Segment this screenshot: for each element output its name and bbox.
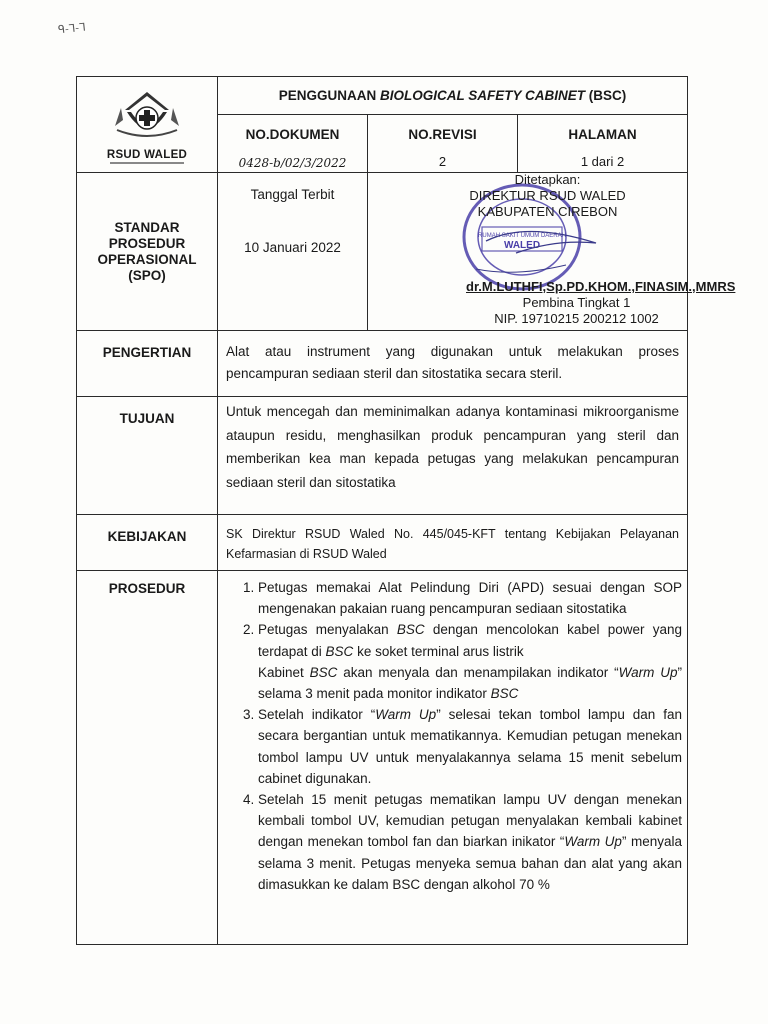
- revision-cell: [368, 115, 518, 173]
- document-number-value: 0428-b/02/3/2022: [238, 156, 347, 170]
- document-number-cell: [218, 115, 368, 173]
- spo-label: STANDAR PROSEDUR OPERASIONAL (SPO): [77, 173, 218, 331]
- tujuan-text: Untuk mencegah dan meminimalkan adanya kontaminasi mikroorganisme ataupun residu, menghasilkan produk pencampuran yang steril dan memberikan kea man kepada petugas yang melakukan pencampuran sediaan steril dan sitostatika: [218, 397, 688, 515]
- director-title: DIREKTUR RSUD WALED: [469, 188, 626, 203]
- prosedur-label: PROSEDUR: [77, 571, 218, 945]
- svg-text:WALED: WALED: [503, 240, 541, 251]
- page-label: HALAMAN: [568, 127, 637, 142]
- page-cell: [518, 115, 688, 173]
- signer-rank: Pembina Tingkat 1: [522, 295, 631, 310]
- signer-name: dr.M.LUTHFI,Sp.PD.KHOM.,FINASIM.,MMRS: [466, 279, 736, 294]
- step-item: 1. Petugas memakai Alat Pelindung Diri (APD) sesuai dengan SOP mengenakan pakaian ruang pencampuran sediaan sitostatika: [258, 577, 684, 619]
- kebijakan-text: SK Direktur RSUD Waled No. 445/045-KFT tentang Kebijakan Pelayanan Kefarmasian di RSUD Waled: [218, 515, 688, 571]
- document-title: PENGGUNAAN BIOLOGICAL SAFETY CABINET (BSC): [218, 77, 688, 115]
- svg-text:RUMAH SAKIT UMUM DAERAH: RUMAH SAKIT UMUM DAERAH: [478, 233, 566, 239]
- issue-date-value: 10 Januari 2022: [244, 240, 341, 255]
- revision-value: 2: [438, 154, 447, 169]
- pengertian-text: Alat atau instrument yang digunakan untuk melakukan proses pencampuran sediaan steril dan sitostatika secara steril.: [218, 331, 688, 397]
- spo-document-table: [76, 76, 736, 945]
- tujuan-label: TUJUAN: [77, 397, 218, 515]
- approval-cell: [368, 172, 736, 331]
- signer-nip: NIP. 19710215 200212 1002: [494, 311, 659, 326]
- kebijakan-label: KEBIJAKAN: [77, 515, 218, 571]
- step-item: 3. Setelah indikator “Warm Up” selesai tekan tombol lampu dan fan secara bergantian untuk mematikannya. Kemudian petugan menekan tombol lampu UV untuk menyalakannya selama 15 menit sebelum cabinet digunakan.: [258, 704, 684, 789]
- hospital-logo-text: RSUD WALED: [106, 148, 188, 161]
- prosedur-steps: [218, 571, 688, 945]
- corner-handwritten-note: ᑫ-ᒣ-ᒣ: [57, 20, 87, 37]
- issue-date-cell: [218, 173, 368, 331]
- hospital-logo-icon: [107, 86, 187, 148]
- step-item: 2. Petugas menyalakan BSC dengan mencolokan kabel power yang terdapat di BSC ke soket terminal arus listrik Kabinet BSC akan menyala dan menampilakan indikator “Warm Up” selama 3 menit pada monitor indikator BSC: [258, 619, 684, 704]
- issue-date-label: Tanggal Terbit: [250, 187, 335, 202]
- regency-name: KABUPATEN CIREBON: [477, 204, 618, 219]
- approval-label: Ditetapkan:: [514, 172, 581, 187]
- hospital-logo-cell: [77, 77, 218, 173]
- revision-label: NO.REVISI: [408, 127, 477, 142]
- pengertian-label: PENGERTIAN: [77, 331, 218, 397]
- document-number-label: NO.DOKUMEN: [245, 127, 340, 142]
- step-item: 4. Setelah 15 menit petugas mematikan lampu UV dengan menekan kembali tombol UV, kemudian petugan menyalakan kembali kabinet dengan menekan tombol fan dan biarkan inikator “Warm Up” menyala selama 3 menit. Petugas menyeka semua bahan dan alat yang akan dimasukkan ke dalam BSC dengan alkohol 70 %: [258, 789, 684, 895]
- page-value: 1 dari 2: [580, 154, 625, 169]
